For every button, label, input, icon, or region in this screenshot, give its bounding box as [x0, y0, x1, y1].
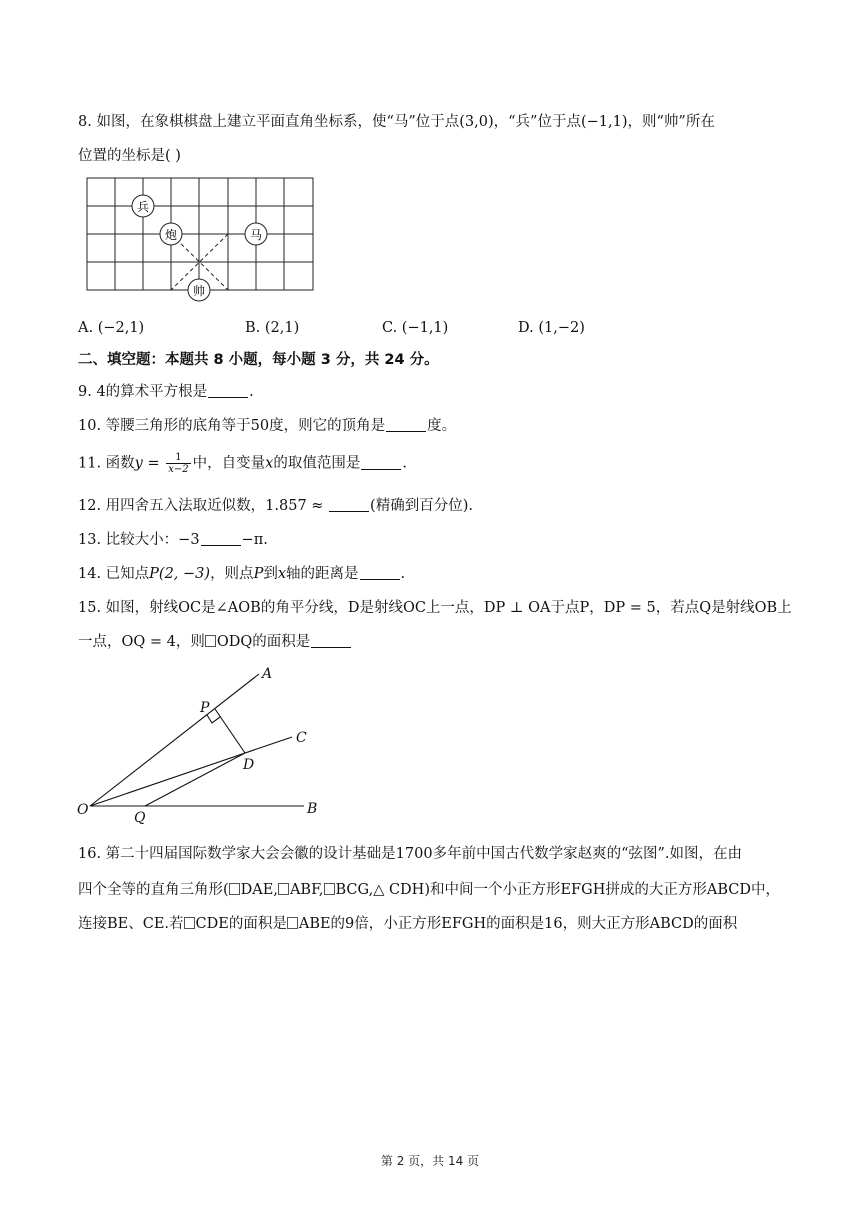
chess-board-figure: [78, 170, 318, 305]
q14-point: P(2, −3): [149, 566, 211, 582]
q16-line1: 16. 第二十四届国际数学家大会会徽的设计基础是1700多年前中国古代数学家赵爽的“弦图”.如图，在由: [78, 846, 743, 862]
q15-line2-pre: 一点，OQ = 4，则: [78, 634, 205, 650]
q13-end: −π.: [241, 532, 268, 548]
q14-x: x: [277, 566, 287, 582]
triangle-symbol-icon: [278, 883, 289, 895]
svg-text:马: 马: [249, 228, 263, 242]
answer-blank: [386, 417, 426, 432]
q16-line3-pre: 连接BE、CE.若: [78, 916, 184, 932]
q14-mid2: 到: [263, 566, 278, 582]
q16-line2-d: BCG,△ CDH)和中间一个小正方形EFGH拼成的大正方形ABCD中，: [335, 882, 780, 898]
q14-post: 轴的距离是: [286, 566, 359, 582]
label-a: A: [262, 666, 273, 682]
q15-line1: 15. 如图，射线OC是∠AOB的角平分线，D是射线OC上一点，DP ⊥ OA于点P，DP = 5，若点Q是射线OB上: [78, 600, 792, 616]
q14-text: 14. 已知点: [78, 566, 150, 582]
q11-fraction: $\frac{1}{x-2}$: [168, 452, 189, 475]
q16-line2-a: 四个全等的直角三角形(: [78, 882, 229, 898]
q15-line2: [78, 632, 352, 652]
q8-choice-b: B. (2,1): [245, 320, 300, 336]
q14-mid: ，则点: [210, 566, 254, 582]
triangle-symbol-icon: [229, 883, 240, 895]
q13: [78, 530, 268, 550]
q14-p: P: [253, 566, 264, 582]
q16-line2-c: ABF,: [289, 882, 324, 898]
q12: [78, 496, 473, 516]
q11-var-y: y: [134, 455, 143, 472]
label-o: O: [77, 802, 89, 818]
answer-blank: [311, 633, 351, 648]
piece-shuai: [188, 279, 210, 301]
q11-end: .: [402, 455, 407, 472]
q14: [78, 564, 405, 584]
triangle-symbol-icon: [324, 883, 335, 895]
q11-eq: =: [142, 455, 165, 472]
label-c: C: [296, 730, 307, 746]
svg-text:兵: 兵: [136, 200, 150, 214]
q8-choice-c: C. (−1,1): [382, 320, 449, 336]
section-2-heading: 二、填空题：本题共 8 小题，每小题 3 分，共 24 分。: [78, 352, 439, 368]
q8-line2: 位置的坐标是( ): [78, 148, 181, 164]
label-p: P: [200, 700, 210, 716]
label-q: Q: [134, 810, 146, 825]
svg-text:帅: 帅: [192, 284, 206, 298]
piece-bing: [132, 195, 154, 217]
answer-blank: [329, 497, 369, 512]
q16-line2-b: DAE,: [240, 882, 278, 898]
triangle-symbol-icon: [287, 917, 298, 929]
answer-blank: [201, 531, 241, 546]
q12-end: (精确到百分位).: [370, 498, 473, 514]
triangle-symbol-icon: [205, 635, 216, 647]
q8-choice-a: A. (−2,1): [78, 320, 145, 336]
q13-text: 13. 比较大小：−3: [78, 532, 200, 548]
q10-end: 度。: [427, 418, 457, 434]
q8-line1: 8. 如图，在象棋棋盘上建立平面直角坐标系，使“马”位于点(3,0)，“兵”位于点(−1,1)，则“帅”所在: [78, 114, 715, 130]
label-b: B: [307, 801, 318, 817]
q11-var-x: x: [265, 455, 274, 472]
q15-line2-post: ODQ的面积是: [216, 634, 311, 650]
answer-blank: [208, 383, 248, 398]
q11-text: 11. 函数: [78, 455, 135, 472]
triangle-symbol-icon: [184, 917, 195, 929]
q16-line3-mid: CDE的面积是: [195, 916, 287, 932]
svg-text:炮: 炮: [164, 228, 178, 242]
angle-bisector-figure: [74, 660, 334, 825]
piece-pao: [160, 223, 182, 245]
q16-line3-post: ABE的9倍，小正方形EFGH的面积是16，则大正方形ABCD的面积: [298, 916, 738, 932]
q11-post: 的取值范围是: [273, 455, 361, 472]
q16-line2: [78, 880, 780, 900]
answer-blank: [360, 565, 400, 580]
q16-line3: [78, 914, 737, 934]
label-d: D: [243, 757, 255, 773]
answer-blank: [361, 455, 401, 470]
q9-text: 9. 4的算术平方根是: [78, 384, 208, 400]
page-footer: 第 2 页，共 14 页: [380, 1154, 480, 1168]
q14-end: .: [400, 566, 406, 582]
q9: [78, 382, 254, 402]
q10-text: 10. 等腰三角形的底角等于50度，则它的顶角是: [78, 418, 386, 434]
q8-choice-d: D. (1,−2): [518, 320, 585, 336]
q12-text: 12. 用四舍五入法取近似数，1.857 ≈: [78, 498, 329, 514]
q11-mid: 中，自变量: [192, 455, 266, 472]
q9-end: .: [249, 384, 254, 400]
q10: [78, 416, 456, 436]
piece-ma: [245, 223, 267, 245]
q11: [78, 452, 407, 475]
